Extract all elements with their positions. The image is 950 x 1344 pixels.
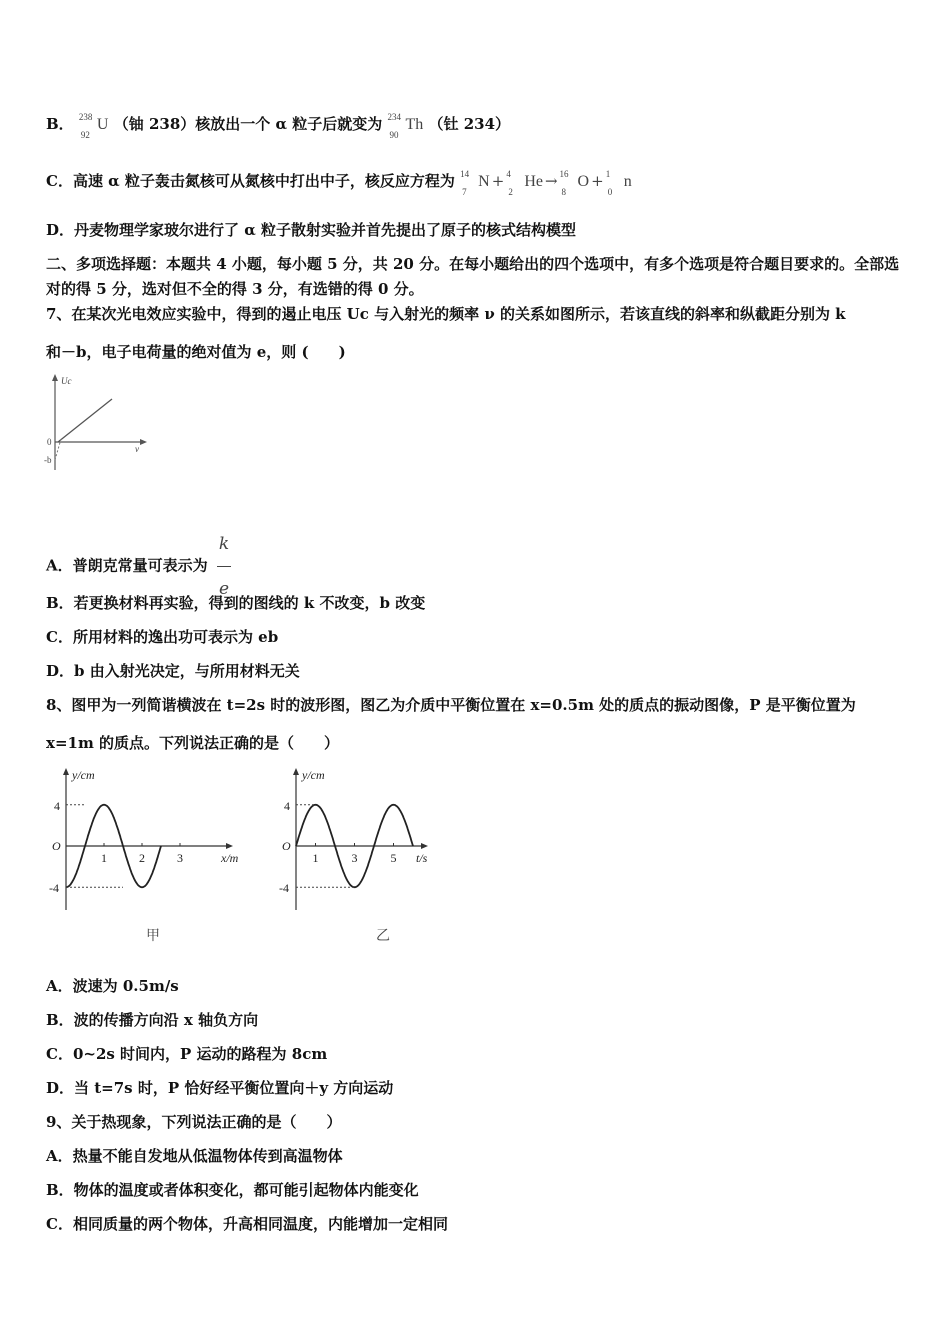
x-tick-label: 1 xyxy=(312,851,319,865)
wave-chart-yi xyxy=(276,765,446,950)
q6-option-b xyxy=(46,112,511,140)
nuclide-0: 14 7 N xyxy=(460,169,490,197)
y-arrow xyxy=(293,768,299,775)
option-label: B． xyxy=(46,115,74,133)
q7-stem-2: 和－b，电子电荷量的绝对值为 e，则 ( ) xyxy=(46,343,346,361)
x-axis-label: x/m xyxy=(221,851,239,865)
origin-label: 0 xyxy=(47,437,52,447)
nuclide-2: 16 8 O xyxy=(559,169,590,197)
uranium-nuclide: 238 92 U xyxy=(78,112,109,140)
x-arrow xyxy=(226,843,233,849)
x-axis-label: t/s xyxy=(416,851,428,865)
option-text: （铀 238）核放出一个 α 粒子后就变为 xyxy=(113,115,383,133)
q9-stem: 9、关于热现象，下列说法正确的是（ ） xyxy=(46,1113,342,1131)
q7-option-b: B．若更换材料再实验，得到的图线的 k 不改变，b 改变 xyxy=(46,594,426,612)
origin-label: O xyxy=(282,839,291,853)
y-arrow xyxy=(63,768,69,775)
nuclide-1: 4 2 He xyxy=(506,169,543,197)
wave-chart-jia xyxy=(46,765,246,950)
x-tick-label: 2 xyxy=(139,851,145,865)
q8-option-c: C．0~2s 时间内，P 运动的路程为 8cm xyxy=(46,1045,328,1063)
q7-graph xyxy=(44,372,154,477)
y-tick-label: 4 xyxy=(284,798,290,813)
x-arrow xyxy=(421,843,428,849)
section-heading: 二、多项选择题：本题共 4 小题，每小题 5 分，共 20 分。在每小题给出的四个选项中，有多个选项是符合题目要求的。全部选对的得 5 分，选对但不全的得 3 分，有选错的得 0 分。 xyxy=(46,255,900,298)
x-axis-label: ν xyxy=(135,444,139,454)
y-tick-label: -4 xyxy=(49,881,59,896)
q8-option-b: B．波的传播方向沿 x 轴负方向 xyxy=(46,1011,259,1029)
data-line xyxy=(58,399,112,442)
q7-option-c: C．所用材料的逸出功可表示为 eb xyxy=(46,628,279,646)
q8-stem-2: x=1m 的质点。下列说法正确的是（ ） xyxy=(46,734,340,752)
y-axis-label: y/cm xyxy=(72,768,95,782)
option-text: （钍 234） xyxy=(428,115,511,133)
q6-option-c xyxy=(46,169,632,197)
q8-option-d: D．当 t=7s 时，P 恰好经平衡位置向＋y 方向运动 xyxy=(46,1079,394,1097)
x-tick-label: 5 xyxy=(390,851,397,865)
operator: + xyxy=(591,172,604,190)
y-axis-label: y/cm xyxy=(302,768,325,782)
option-text: C．高速 α 粒子轰击氮核可从氮核中打出中子，核反应方程为 xyxy=(46,172,455,190)
thorium-nuclide: 234 90 Th xyxy=(387,112,424,140)
operator: → xyxy=(544,172,558,190)
chart-caption: 甲 xyxy=(146,929,160,944)
y-tick-label: -4 xyxy=(279,881,289,896)
q7-option-d: D．b 由入射光决定，与所用材料无关 xyxy=(46,662,300,680)
x-tick-label: 3 xyxy=(177,851,183,865)
nuclide-3: 1 0 n xyxy=(605,169,632,197)
q9-option-c: C．相同质量的两个物体，升高相同温度，内能增加一定相同 xyxy=(46,1215,448,1233)
origin-label: O xyxy=(52,839,61,853)
x-tick-label: 3 xyxy=(351,851,358,865)
chart-caption: 乙 xyxy=(376,929,390,944)
option-text: A．普朗克常量可表示为 xyxy=(46,556,208,575)
nuclear-equation xyxy=(460,169,632,197)
operator: + xyxy=(491,172,505,190)
x-arrow xyxy=(140,439,147,445)
q8-stem-1: 8、图甲为一列简谐横波在 t=2s 时的波形图，图乙为介质中平衡位置在 x=0.5m 处的质点的振动图像，P 是平衡位置为 xyxy=(46,696,856,714)
y-axis-label: Uc xyxy=(61,376,72,386)
q9-option-b: B．物体的温度或者体积变化，都可能引起物体内能变化 xyxy=(46,1181,419,1199)
q6-option-d: D．丹麦物理学家玻尔进行了 α 粒子散射实验并首先提出了原子的核式结构模型 xyxy=(46,221,576,239)
q9-option-a: A．热量不能自发地从低温物体传到高温物体 xyxy=(46,1147,343,1165)
x-tick-label: 1 xyxy=(101,851,107,865)
q7-stem-1: 7、在某次光电效应实验中，得到的遏止电压 Uc 与入射光的频率 ν 的关系如图所示，若该直线的斜率和纵截距分别为 k xyxy=(46,305,846,323)
y-arrow xyxy=(52,374,58,381)
intercept-label: -b xyxy=(44,455,52,465)
q8-option-a: A．波速为 0.5m/s xyxy=(46,977,179,995)
fraction: $\frac{k}{e}$ xyxy=(217,522,231,611)
y-tick-label: 4 xyxy=(54,798,60,813)
